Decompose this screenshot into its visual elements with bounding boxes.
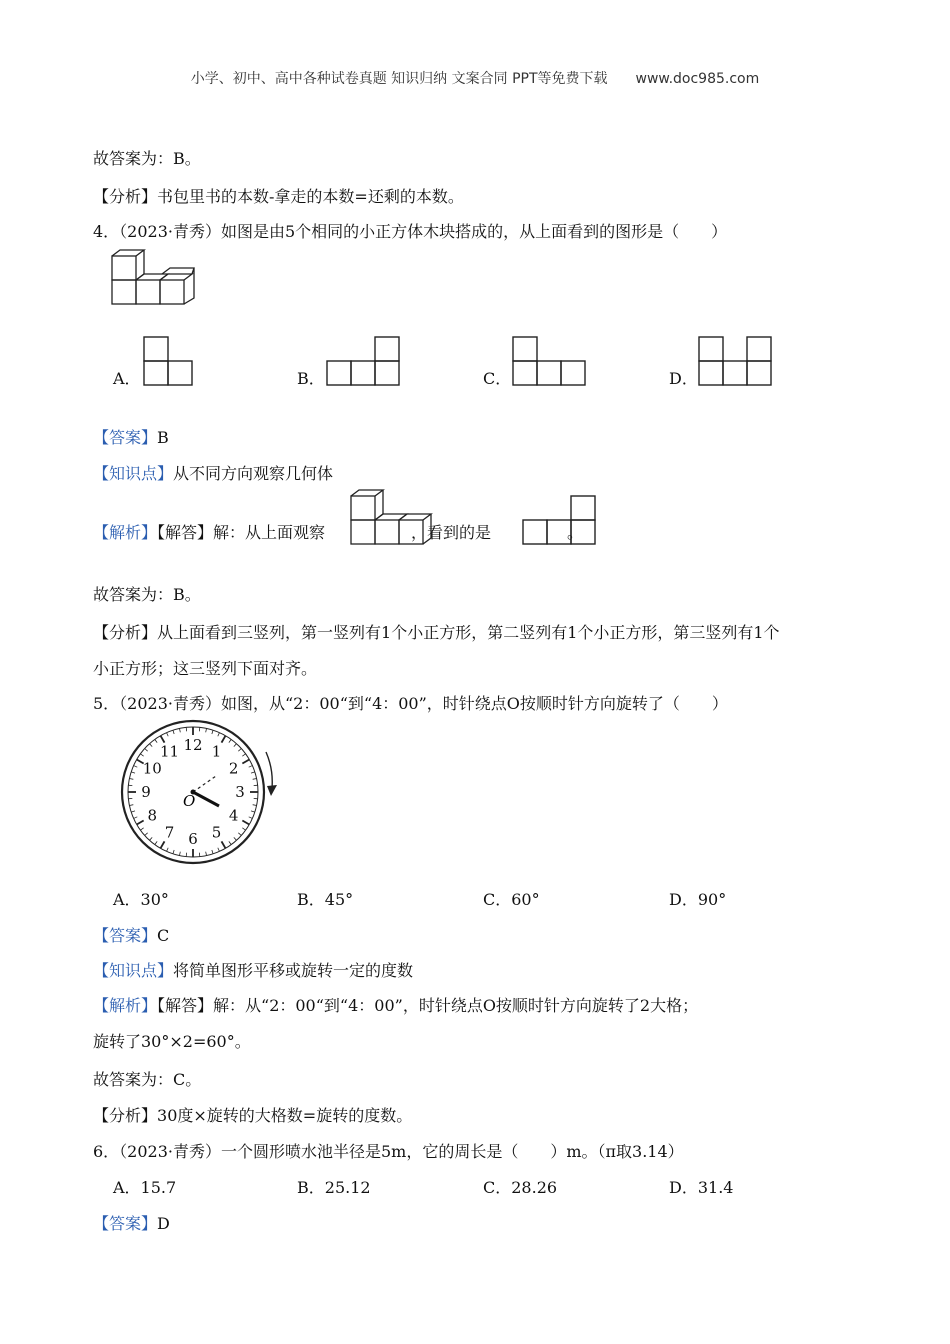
q4-solution-cube-figure [350, 492, 436, 548]
rotation-arrowhead [267, 785, 277, 796]
analysis-tag: 【分析】 [93, 187, 158, 206]
analysis-text: 从上面看到三竖列，第一竖列有1个小正方形，第二竖列有1个小正方形，第三竖列有1个 [157, 623, 780, 642]
page-header [0, 68, 950, 88]
q6-option-d: D．31.4 [669, 1178, 734, 1197]
clock-numeral: 11 [159, 742, 180, 761]
solution-tag: 【解析】 [93, 523, 158, 542]
q5-option-c: C．60° [483, 890, 540, 909]
clock-minute-tick [249, 766, 253, 768]
clock-minute-tick [234, 837, 237, 840]
clock-minute-tick [218, 848, 220, 852]
q4-stem: 4．（2023·青秀）如图是由5个相同的小正方体木块搭成的，从上面看到的图形是（ ） [93, 222, 728, 241]
clock-minute-tick [129, 805, 133, 806]
prev-analysis [93, 184, 464, 207]
clock-hour-tick [137, 821, 144, 825]
q5-analysis [93, 1103, 412, 1126]
clock-minute-tick [131, 811, 135, 812]
clock-minute-tick [145, 749, 148, 752]
prev-conclusion: 故答案为：B。 [93, 149, 201, 168]
clock-minute-tick [129, 778, 133, 779]
clock-minute-tick [155, 739, 157, 742]
q4-option-b-label: B． [297, 369, 325, 388]
clock-hour-hand [193, 792, 219, 806]
clock-minute-tick [251, 811, 255, 812]
clock-hour-tick [222, 736, 226, 743]
q5-clock-figure [120, 718, 290, 863]
q4-option-d-figure [698, 336, 774, 386]
clock-numeral: 5 [211, 823, 222, 842]
q4-solution [93, 520, 583, 543]
clock-minute-tick [140, 754, 143, 756]
clock-minute-tick [253, 778, 257, 779]
clock-minute-tick [212, 850, 213, 854]
clock-numeral: 12 [183, 736, 203, 754]
clock-minute-tick [134, 766, 138, 768]
answer-value: D [157, 1214, 170, 1233]
header-site: www.doc985.com [635, 71, 760, 87]
q4-analysis-line2: 小正方形；这三竖列下面对齐。 [93, 659, 318, 678]
q4-cube-figure [110, 252, 200, 308]
clock-minute-tick [234, 744, 237, 747]
clock-numeral: 1 [211, 742, 222, 761]
solution-end: 。 [567, 523, 584, 542]
rotation-arrow [266, 752, 272, 788]
clock-hour-tick [242, 760, 249, 764]
q6-option-b: B．25.12 [297, 1178, 371, 1197]
clock-numeral: 4 [228, 806, 239, 825]
q5-stem: 5．（2023·青秀）如图，从“2：00“到“4：00”，时针绕点O按顺时针方向旋转了（ ） [93, 694, 728, 713]
clock-minute-tick [218, 733, 220, 737]
q5-option-d: D．90° [669, 890, 727, 909]
clock-minute-tick [150, 744, 153, 747]
kp-text: 从不同方向观察几何体 [173, 464, 334, 483]
kp-tag: 【知识点】 [93, 464, 174, 483]
q5-answer [93, 923, 169, 946]
clock-minute-tick [167, 848, 169, 852]
clock-dashed-hand [193, 776, 216, 792]
clock-minute-tick [242, 828, 245, 830]
clock-minute-tick [173, 730, 174, 734]
clock-numeral: 10 [142, 759, 162, 778]
clock-numeral: 8 [147, 806, 158, 825]
q5-option-a: A．30° [113, 890, 169, 909]
clock-numeral: 6 [188, 830, 198, 848]
q6-option-a: A．15.7 [113, 1178, 177, 1197]
q6-answer [93, 1211, 170, 1234]
solution-tag: 【解析】 [93, 996, 158, 1015]
q4-solution-grid-figure [522, 495, 598, 545]
clock-minute-tick [206, 728, 207, 732]
answer-tag: 【答案】 [93, 1214, 158, 1233]
q4-option-a-label: A． [113, 369, 141, 388]
kp-text: 将简单图形平移或旋转一定的度数 [173, 961, 414, 980]
q4-option-c-figure [512, 336, 588, 386]
q4-analysis-line1 [93, 620, 780, 643]
clock-minute-tick [131, 772, 135, 773]
clock-minute-tick [212, 730, 213, 734]
clock-numeral: 7 [164, 823, 175, 842]
answer-tag: 【答案】 [93, 428, 158, 447]
solution-mid: ，看到的是 [411, 523, 492, 542]
q4-option-a-figure [143, 336, 195, 386]
clock-minute-tick [206, 852, 207, 856]
clock-minute-tick [134, 817, 138, 819]
q4-knowledge-point [93, 461, 333, 484]
clock-numeral: 2 [228, 759, 239, 778]
analysis-tag: 【分析】 [93, 1106, 158, 1125]
clock-minute-tick [145, 833, 148, 836]
clock-numeral: 9 [141, 783, 151, 801]
clock-minute-tick [229, 739, 231, 742]
analysis-text: 书包里书的本数-拿走的本数=还剩的本数。 [157, 187, 464, 206]
q5-knowledge-point [93, 958, 413, 981]
answer-value: B [157, 428, 169, 447]
clock-minute-tick [179, 852, 180, 856]
clock-minute-tick [238, 833, 241, 836]
clock-hour-tick [242, 821, 249, 825]
q5-option-b: B．45° [297, 890, 354, 909]
clock-minute-tick [249, 817, 253, 819]
answer-value: C [157, 926, 170, 945]
kp-tag: 【知识点】 [93, 961, 174, 980]
analysis-tag: 【分析】 [93, 623, 158, 642]
q4-option-d-label: D． [669, 369, 698, 388]
analysis-text: 30度×旋转的大格数=旋转的度数。 [157, 1106, 413, 1125]
clock-minute-tick [238, 749, 241, 752]
q4-option-c-label: C． [483, 369, 512, 388]
q5-conclusion: 故答案为：C。 [93, 1070, 202, 1089]
clock-numeral: 3 [235, 783, 245, 801]
clock-minute-tick [140, 828, 143, 830]
clock-center-label: O [183, 792, 196, 810]
q4-answer [93, 425, 169, 448]
header-title: 小学、初中、高中各种试卷真题 知识归纳 文案合同 PPT等免费下载 [190, 71, 608, 87]
clock-minute-tick [155, 841, 157, 844]
clock-minute-tick [179, 728, 180, 732]
clock-minute-tick [167, 733, 169, 737]
q6-option-c: C．28.26 [483, 1178, 558, 1197]
clock-hour-tick [161, 841, 165, 848]
q5-solution-line2: 旋转了30°×2=60°。 [93, 1032, 251, 1051]
clock-minute-tick [251, 772, 255, 773]
clock-minute-tick [173, 850, 174, 854]
clock-minute-tick [150, 837, 153, 840]
q4-conclusion: 故答案为：B。 [93, 585, 201, 604]
clock-minute-tick [242, 754, 245, 756]
solution-text: 【解答】解：从“2：00“到“4：00”，时针绕点O按顺时针方向旋转了2大格； [157, 996, 699, 1015]
answer-tag: 【答案】 [93, 926, 158, 945]
q5-solution-line1 [93, 993, 698, 1016]
q4-option-b-figure [326, 336, 402, 386]
clock-hour-tick [222, 841, 226, 848]
clock-minute-tick [229, 841, 231, 844]
clock-minute-tick [253, 805, 257, 806]
q6-stem: 6．（2023·青秀）一个圆形喷水池半径是5m，它的周长是（ ）m。（π取3.14） [93, 1142, 684, 1161]
solution-prefix: 【解答】解：从上面观察 [157, 523, 326, 542]
